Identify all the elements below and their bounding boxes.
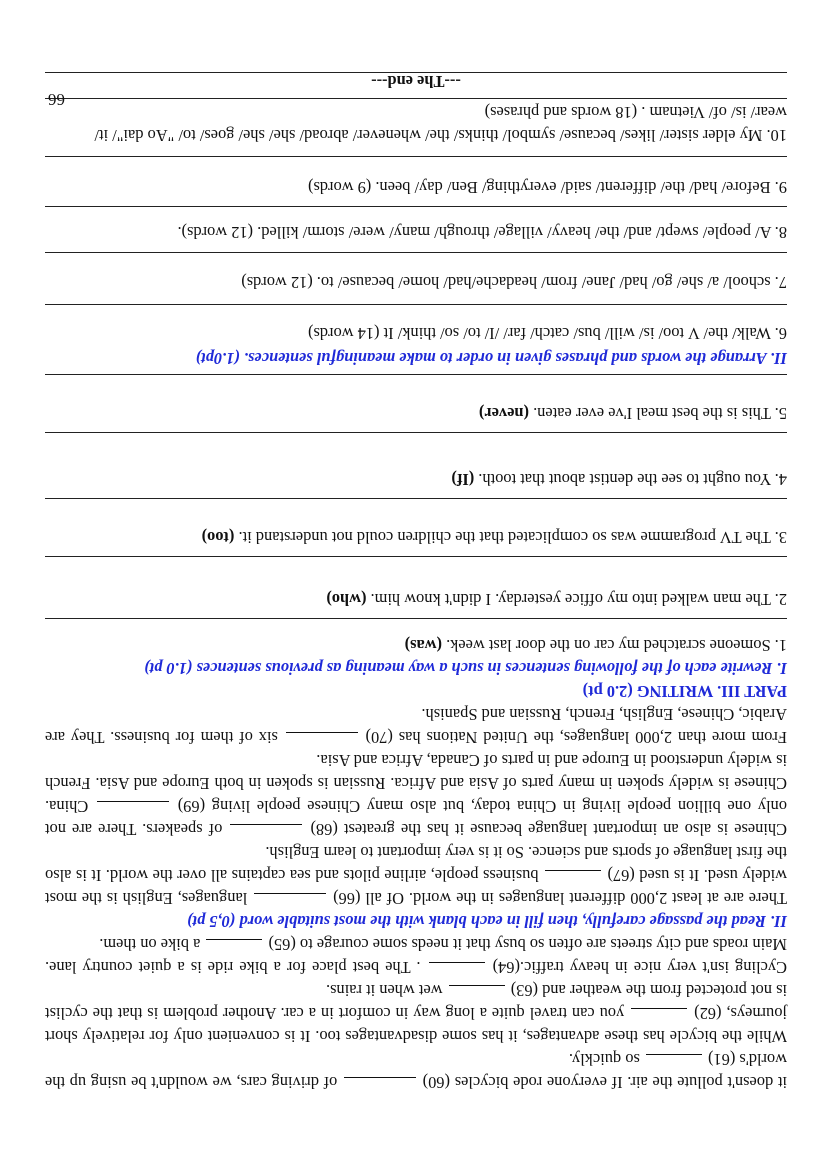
answer-blank-60[interactable] bbox=[344, 1077, 416, 1092]
answer-line[interactable] bbox=[45, 304, 787, 305]
text: There are at least 2,000 different languages in the world. Of all (66) bbox=[328, 889, 787, 908]
rewrite-item bbox=[45, 403, 787, 423]
answer-blank-66[interactable] bbox=[254, 893, 326, 908]
answer-blank-64[interactable] bbox=[429, 962, 485, 977]
answer-blank-70[interactable] bbox=[286, 732, 358, 747]
text: so quickly. bbox=[568, 1050, 644, 1069]
text: 3. The TV programme was so complicated that the children could not understand it. bbox=[234, 528, 787, 547]
answer-blank-67[interactable] bbox=[545, 870, 601, 885]
text: Chinese is also an important language because it has the greatest (68) bbox=[304, 820, 787, 839]
text: a bike on them. bbox=[99, 935, 205, 954]
keyword: (If) bbox=[451, 470, 475, 489]
text: . The best place for a bike ride is a quiet country lane. bbox=[45, 958, 427, 977]
text: wet when it rains. bbox=[326, 981, 447, 1000]
answer-blank-65[interactable] bbox=[206, 939, 262, 954]
passage-line bbox=[45, 957, 787, 977]
keyword: (who) bbox=[326, 590, 367, 609]
arrange-item: 10. My elder sister/ likes/ because/ symbol/ thinks/ the/ whenever/ abroad/ she/ she/ goes/ to/ "Ao dai"/ it/ bbox=[94, 126, 787, 145]
text: is not protected from the weather and (63) bbox=[506, 981, 787, 1000]
passage-line bbox=[45, 1072, 787, 1092]
text: of driving cars, we wouldn't be using up the bbox=[45, 1073, 342, 1092]
answer-line[interactable] bbox=[45, 432, 787, 433]
text: 2. The man walked into my office yesterday. I didn't know him. bbox=[366, 590, 787, 609]
section-heading: II. Arrange the words and phrases given in order to make meaningful sentences. (1.0pt) bbox=[195, 349, 787, 368]
rewrite-item bbox=[45, 589, 787, 609]
text: Cycling isn't very nice in heavy traffic.(64) bbox=[486, 958, 787, 977]
answer-blank-68[interactable] bbox=[230, 824, 302, 839]
passage-line: is widely understood in Europe and in parts of Canada, Africa and Asia. bbox=[316, 751, 787, 770]
passage-line: Arabic, Chinese, English, French, Russian and Spanish. bbox=[421, 705, 787, 724]
answer-blank-61[interactable] bbox=[646, 1054, 702, 1069]
answer-line[interactable] bbox=[45, 156, 787, 157]
section-heading: I. Rewrite each of the following sentences in such a way meaning as previous sentences (1.0 pt) bbox=[144, 659, 787, 678]
passage-line bbox=[45, 888, 787, 908]
rewrite-item bbox=[45, 635, 787, 655]
text: 1. Someone scratched my car on the door last week. bbox=[441, 636, 787, 655]
arrange-item-continued: wear/ is/ of/ Vietnam . (18 words and phrases) bbox=[484, 103, 787, 122]
arrange-item: 7. school/ a/ she/ go/ had/ Jane/ from/ headache/had/ home/ because/ to. (12 words) bbox=[241, 273, 787, 292]
text: languages, English is the most bbox=[45, 889, 253, 908]
answer-line[interactable] bbox=[45, 618, 787, 619]
answer-blank-63[interactable] bbox=[449, 985, 505, 1000]
arrange-item: 8. A/ people/ swept/ and/ the/ heavy/ village/ through/ many/ were/ storm/ killed. (12 words). bbox=[177, 223, 787, 242]
text: it doesn't pollute the air. If everyone rode bicycles (60) bbox=[418, 1073, 787, 1092]
passage-line: the first language of sports and science. So it is very important to learn English. bbox=[265, 843, 787, 862]
answer-line[interactable] bbox=[45, 374, 787, 375]
answer-line[interactable] bbox=[45, 556, 787, 557]
text: only one billion people living in China today, but also many Chinese people living (69) bbox=[171, 797, 787, 816]
text: of speakers. There are not bbox=[44, 820, 229, 839]
passage-line bbox=[45, 980, 787, 1000]
passage-line bbox=[45, 1049, 787, 1069]
passage-line bbox=[45, 727, 787, 747]
passage-line bbox=[45, 865, 787, 885]
text: From more than 2,000 languages, the United Nations has (70) bbox=[359, 728, 787, 747]
keyword: (too) bbox=[201, 528, 235, 547]
section-heading: II. Read the passage carefully, then fill in each blank with the most suitable word (0,5 pt) bbox=[187, 912, 787, 931]
passage-line bbox=[45, 796, 787, 816]
rewrite-item bbox=[45, 469, 787, 489]
text: China. bbox=[45, 797, 96, 816]
arrange-item: 9. Before/ had/ the/ different/ said/ everything/ Ben/ day/ been. (9 words) bbox=[308, 178, 787, 197]
text: Main roads and city streets are often so busy that it needs some courage to (65) bbox=[264, 935, 787, 954]
text: journeys, (62) bbox=[689, 1004, 787, 1023]
text: 5. This is the best meal I've ever eaten. bbox=[529, 404, 787, 423]
passage-line: Chinese is widely spoken in many parts of Asia and Africa. Russian is spoken in both Europe and Asia. French bbox=[45, 774, 787, 793]
passage-line: While the bicycle has these advantages, it has some disadvantages too. It is convenient only for relatively short bbox=[45, 1027, 787, 1046]
keyword: (was) bbox=[404, 636, 442, 655]
keyword: (never) bbox=[478, 404, 530, 423]
text: business people, airline pilots and sea captains all over the world. It is also bbox=[44, 866, 543, 885]
passage-line bbox=[45, 819, 787, 839]
text: 4. You ought to see the dentist about that tooth. bbox=[474, 470, 787, 489]
end-marker: ---The end--- bbox=[371, 72, 461, 91]
rewrite-item bbox=[45, 527, 787, 547]
text: six of them for business. They are bbox=[44, 728, 284, 747]
passage-line bbox=[45, 934, 787, 954]
answer-line[interactable] bbox=[45, 498, 787, 499]
text: widely used. It is used (67) bbox=[603, 866, 787, 885]
part-title: PART III. WRITING (2.0 pt) bbox=[582, 682, 787, 701]
answer-blank-69[interactable] bbox=[97, 801, 169, 816]
page-number: 66 bbox=[48, 90, 65, 109]
passage-line bbox=[45, 1003, 787, 1023]
answer-line[interactable] bbox=[45, 252, 787, 253]
answer-blank-62[interactable] bbox=[631, 1008, 687, 1023]
answer-line[interactable] bbox=[45, 206, 787, 207]
text: you can travel quite a long way in comfort in a car. Another problem is that the cyclist bbox=[45, 1004, 630, 1023]
text: world's (61) bbox=[703, 1050, 787, 1069]
arrange-item: 6. Walk/ the/ V too/ is/ will/ bus/ catch/ far/ /I/ to/ so/ think/ It (14 words) bbox=[308, 324, 787, 343]
